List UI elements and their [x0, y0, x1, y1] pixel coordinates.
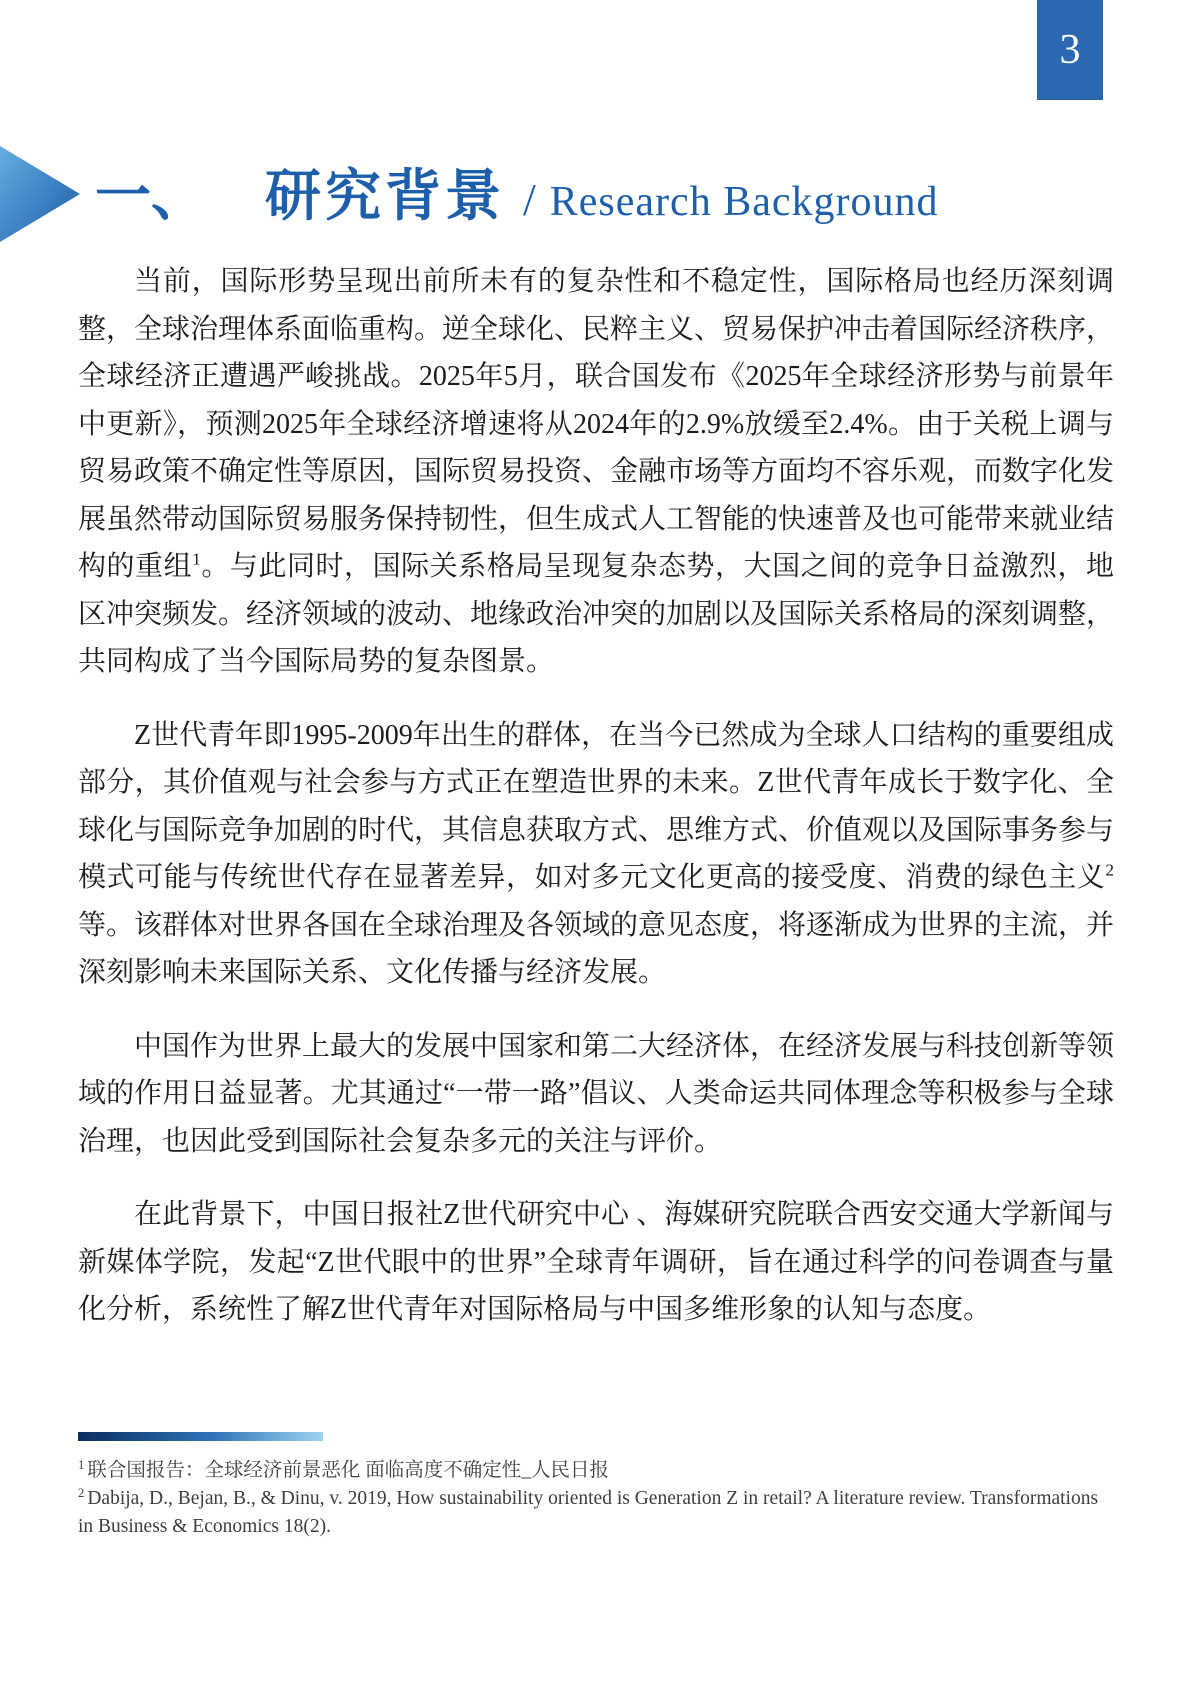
paragraph-2-text: Z世代青年即1995-2009年出生的群体，在当今已然成为全球人口结构的重要组成部分，其价值观与社会参与方式正在塑造世界的未来。Z世代青年成长于数字化、全球化与国际竞争加剧的时代，其信息获取方式、思维方式、价值观以及国际事务参与模式可能与传统世代存在显著差异，如对多元文化更高的接受度、消费的绿色主义 — [78, 719, 1115, 893]
footnote-ref-1: 1 — [192, 549, 201, 569]
footnote-2-text: Dabija, D., Bejan, B., & Dinu, v. 2019, How sustainability oriented is Generation Z in retail? A literature review. Transformations in Business & Economics 18(2). — [78, 1488, 1099, 1537]
page-number: 3 — [1059, 27, 1081, 73]
paragraph-1-text-cont: 。与此同时，国际关系格局呈现复杂态势，大国之间的竞争日益激烈，地区冲突频发。经济领域的波动、地缘政治冲突的加剧以及国际关系格局的深刻调整，共同构成了当今国际局势的复杂图景。 — [78, 551, 1115, 677]
footnote-2-marker: 2 — [78, 1485, 85, 1500]
footnote-1 — [78, 1457, 1118, 1485]
section-title — [95, 152, 938, 232]
title-slash-divider: / — [523, 174, 536, 225]
footnote-divider-rule — [78, 1432, 323, 1441]
paragraph-1-text: 当前，国际形势呈现出前所未有的复杂性和不稳定性，国际格局也经历深刻调整，全球治理体系面临重构。逆全球化、民粹主义、贸易保护冲击着国际经济秩序，全球经济正遭遇严峻挑战。2025年5月，联合国发布《2025年全球经济形势与前景年中更新》，预测2025年全球经济增速将从2024年的2.9%放缓至2.4%。由于关税上调与贸易政策不确定性等原因，国际贸易投资、金融市场等方面均不容乐观，而数字化发展虽然带动国际贸易服务保持韧性，但生成式人工智能的快速普及也可能带来就业结构的重组 — [78, 266, 1115, 582]
body-text — [78, 258, 1114, 1360]
section-index: 一、 — [95, 166, 207, 228]
paragraph-2 — [78, 712, 1114, 997]
footnote-1-marker: 1 — [78, 1457, 85, 1472]
footnote-ref-2: 2 — [1105, 860, 1114, 880]
paragraph-3: 中国作为世界上最大的发展中国家和第二大经济体，在经济发展与科技创新等领域的作用日益显著。尤其通过“一带一路”倡议、人类命运共同体理念等积极参与全球治理，也因此受到国际社会复杂多元的关注与评价。 — [78, 1030, 1115, 1157]
page-number-badge — [1037, 0, 1103, 100]
footnote-1-text: 联合国报告：全球经济前景恶化 面临高度不确定性_人民日报 — [87, 1460, 609, 1481]
paragraph-2-text-cont: 等。该群体对世界各国在全球治理及各领域的意见态度，将逐渐成为世界的主流，并深刻影响未来国际关系、文化传播与经济发展。 — [78, 909, 1115, 988]
paragraph-4: 在此背景下，中国日报社Z世代研究中心 、海媒研究院联合西安交通大学新闻与新媒体学院，发起“Z世代眼中的世界”全球青年调研，旨在通过科学的问卷调查与量化分析，系统性了解Z世代青年对国际格局与中国多维形象的认知与态度。 — [78, 1199, 1114, 1325]
footnotes — [78, 1457, 1118, 1541]
chevron-right-icon — [0, 146, 80, 247]
paragraph-1 — [78, 258, 1114, 686]
footer — [78, 1432, 1118, 1541]
section-title-zh: 研究背景 — [265, 166, 505, 228]
footnote-2 — [78, 1485, 1118, 1541]
section-title-en: Research Background — [549, 179, 939, 225]
